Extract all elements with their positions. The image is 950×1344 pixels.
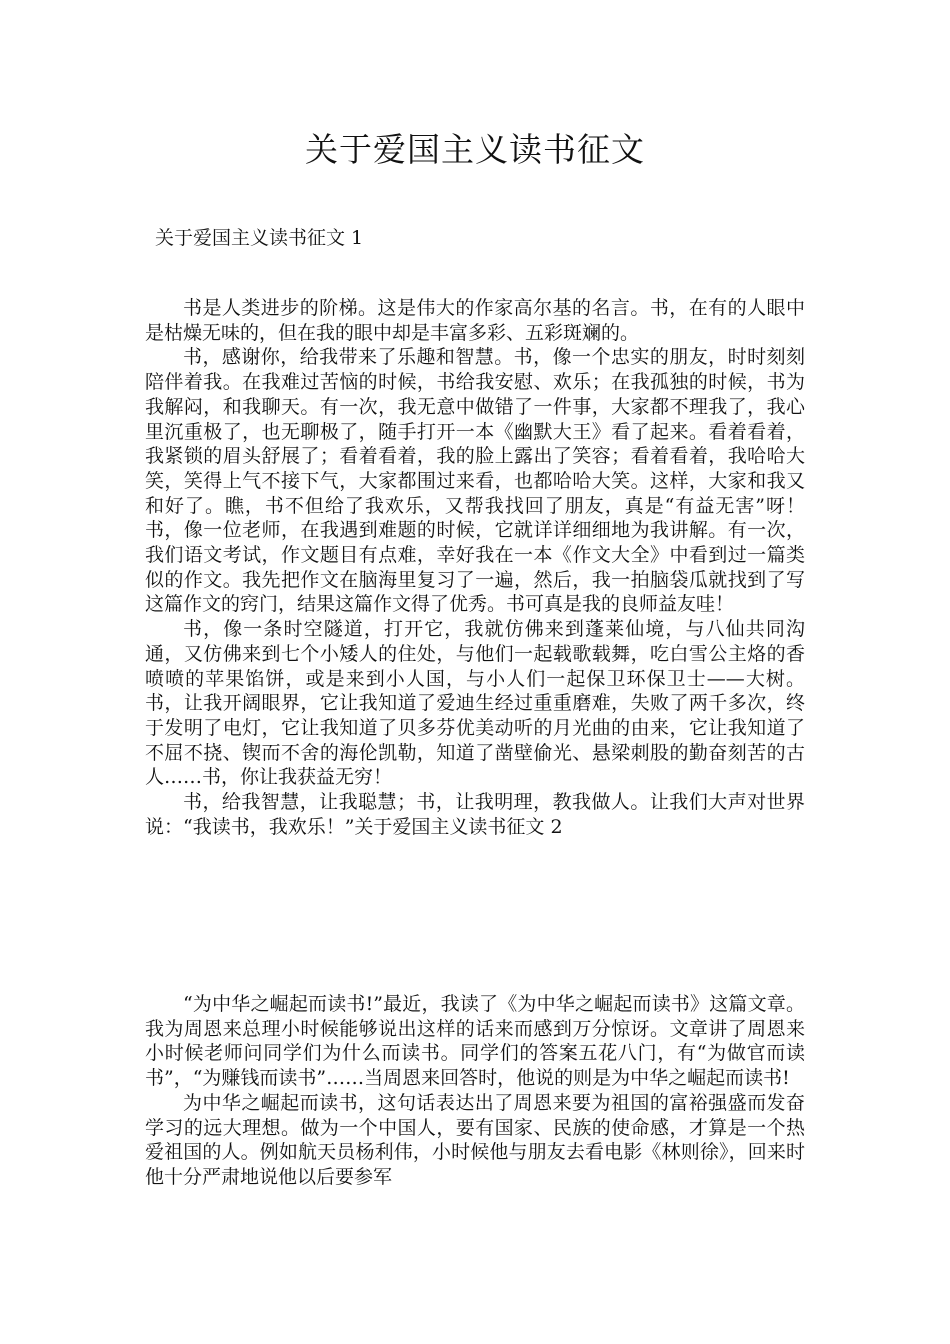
paragraph: 书，给我智慧，让我聪慧；书，让我明理，教我做人。让我们大声对世界说：“我读书，我欢乐！”关于爱国主义读书征文 2 xyxy=(145,791,805,838)
section-heading: 关于爱国主义读书征文 1 xyxy=(155,227,364,249)
document-title: 关于爱国主义读书征文 xyxy=(305,130,645,169)
paragraph: 书是人类进步的阶梯。这是伟大的作家高尔基的名言。书，在有的人眼中是枯燥无味的，但在我的眼中却是丰富多彩、五彩斑斓的。 xyxy=(145,297,805,344)
section-2-body xyxy=(145,992,805,1190)
paragraph: 书，感谢你，给我带来了乐趣和智慧。书，像一个忠实的朋友，时时刻刻陪伴着我。在我难过苦恼的时候，书给我安慰、欢乐；在我孤独的时候，书为我解闷，和我聊天。有一次，我无意中做错了一件事，大家都不理我了，我心里沉重极了，也无聊极了，随手打开一本《幽默大王》看了起来。看着看着，我紧锁的眉头舒展了；看着看着，我的脸上露出了笑容；看着看着，我哈哈大笑，笑得上气不接下气，大家都围过来看，也都哈哈大笑。这样，大家和我又和好了。瞧，书不但给了我欢乐，又帮我找回了朋友，真是“有益无害”呀！书，像一位老师，在我遇到难题的时候，它就详详细细地为我讲解。有一次，我们语文考试，作文题目有点难，幸好我在一本《作文大全》中看到过一篇类似的作文。我先把作文在脑海里复习了一遍，然后，我一拍脑袋瓜就找到了写这篇作文的窍门，结果这篇作文得了优秀。书可真是我的良师益友哇！ xyxy=(145,346,805,616)
paragraph: 为中华之崛起而读书，这句话表达出了周恩来要为祖国的富裕强盛而发奋学习的远大理想。做为一个中国人，要有国家、民族的使命感，才算是一个热爱祖国的人。例如航天员杨利伟，小时候他与朋友去看电影《林则徐》，回来时他十分严肃地说他以后要参军 xyxy=(145,1091,805,1188)
section-1-body xyxy=(145,296,805,839)
paragraph: 书，像一条时空隧道，打开它，我就仿佛来到蓬莱仙境，与八仙共同沟通，又仿佛来到七个小矮人的住处，与他们一起载歌载舞，吃白雪公主烙的香喷喷的苹果馅饼，或是来到小人国，与小人们一起保卫环保卫士——大树。书，让我开阔眼界，它让我知道了爱迪生经过重重磨难，失败了两千多次，终于发明了电灯，它让我知道了贝多芬优美动听的月光曲的由来，它让我知道了不屈不挠、锲而不舍的海伦凯勒，知道了凿壁偷光、悬梁刺股的勤奋刻苦的古人……书，你让我获益无穷！ xyxy=(145,618,805,789)
paragraph: “为中华之崛起而读书!”最近，我读了《为中华之崛起而读书》这篇文章。我为周恩来总理小时候能够说出这样的话来而感到万分惊讶。文章讲了周恩来小时候老师问同学们为什么而读书。同学们的答案五花八门，有“为做官而读书”，“为赚钱而读书”……当周恩来回答时，他说的则是为中华之崛起而读书! xyxy=(145,993,805,1090)
